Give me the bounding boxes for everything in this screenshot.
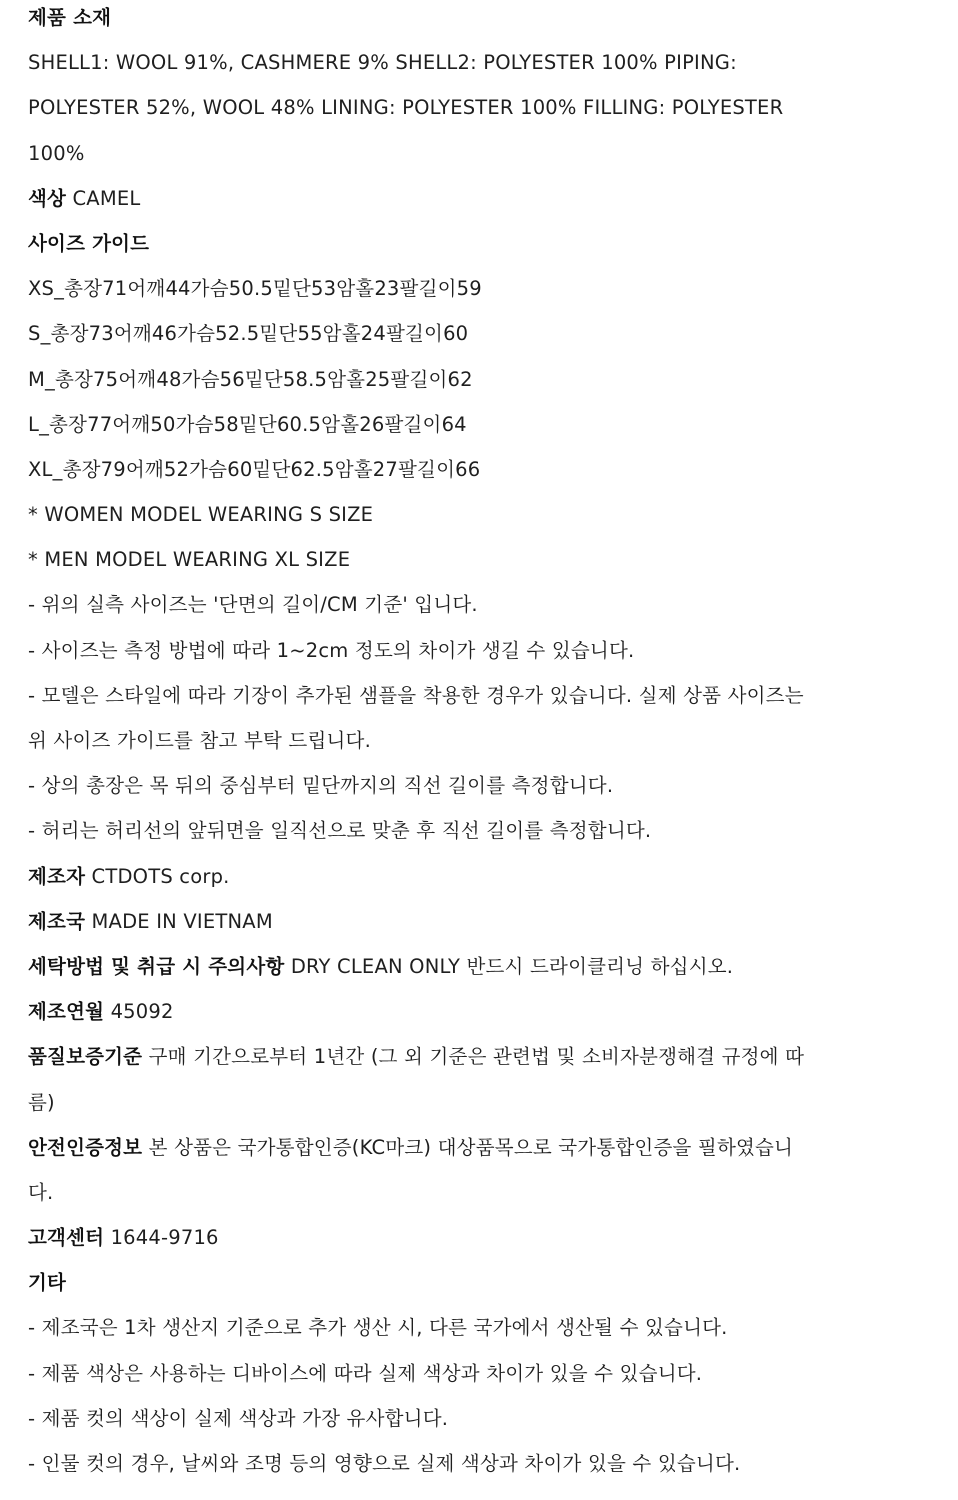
size-note: - 사이즈는 측정 방법에 따라 1~2cm 정도의 차이가 생길 수 있습니다. xyxy=(28,638,635,662)
customer-center-label: 고객센터 xyxy=(28,1226,105,1250)
manufacturer-value: CTDOTS corp. xyxy=(91,864,230,888)
size-note: * WOMEN MODEL WEARING S SIZE xyxy=(28,503,374,527)
material-heading: 제품 소재 xyxy=(28,6,112,29)
safety-cont: 다. xyxy=(28,1180,54,1204)
warranty-value: 구매 기간으로부터 1년간 (그 외 기준은 관련법 및 소비자분쟁해결 규정에 따 xyxy=(148,1045,805,1069)
etc-line: - 제품 컷의 색상이 실제 색상과 가장 유사합니다. xyxy=(28,1406,449,1430)
warranty-row xyxy=(28,1034,930,1079)
size-guide-heading: 사이즈 가이드 xyxy=(28,231,150,255)
material-line: 100% xyxy=(28,141,85,165)
size-note: * MEN MODEL WEARING XL SIZE xyxy=(28,548,351,572)
origin-label: 제조국 xyxy=(28,909,86,933)
care-value: DRY CLEAN ONLY 반드시 드라이클리닝 하십시오. xyxy=(290,954,734,978)
warranty-label: 품질보증기준 xyxy=(28,1045,143,1069)
size-note: - 상의 총장은 목 뒤의 중심부터 밑단까지의 직선 길이를 측정합니다. xyxy=(28,774,614,798)
manufacturer-label: 제조자 xyxy=(28,864,86,888)
manufacturer-row xyxy=(28,854,930,899)
manufacture-date-value: 45092 xyxy=(110,1000,174,1024)
material-line: SHELL1: WOOL 91%, CASHMERE 9% SHELL2: POLYESTER 100% PIPING: xyxy=(28,51,737,75)
etc-line: - 제품 색상은 사용하는 디바이스에 따라 실제 색상과 차이가 있을 수 있습니다. xyxy=(28,1361,703,1385)
color-label: 색상 xyxy=(28,186,67,210)
safety-value: 본 상품은 국가통합인증(KC마크) 대상품목으로 국가통합인증을 필하였습니 xyxy=(148,1135,794,1159)
size-row: M_총장75어깨48가슴56밑단58.5암홀25팔길이62 xyxy=(28,367,473,391)
origin-value: MADE IN VIETNAM xyxy=(91,909,273,933)
material-line: POLYESTER 52%, WOOL 48% LINING: POLYESTER 100% FILLING: POLYESTER xyxy=(28,96,784,120)
safety-label: 안전인증정보 xyxy=(28,1135,143,1159)
manufacture-date-label: 제조연월 xyxy=(28,1000,105,1024)
manufacture-date-row xyxy=(28,989,930,1034)
etc-line: - 제조국은 1차 생산지 기준으로 추가 생산 시, 다른 국가에서 생산될 수 있습니다. xyxy=(28,1316,728,1340)
customer-center-row xyxy=(28,1215,930,1260)
origin-row xyxy=(28,899,930,944)
etc-heading: 기타 xyxy=(28,1271,67,1295)
size-note: 위 사이즈 가이드를 참고 부탁 드립니다. xyxy=(28,729,371,752)
warranty-cont: 름) xyxy=(28,1090,55,1114)
size-row: S_총장73어깨46가슴52.5밑단55암홀24팔길이60 xyxy=(28,322,469,346)
etc-line: - 인물 컷의 경우, 날씨와 조명 등의 영향으로 실제 색상과 차이가 있을 수 있습니다. xyxy=(28,1452,741,1475)
size-row: XL_총장79어깨52가슴60밑단62.5암홀27팔길이66 xyxy=(28,457,481,481)
size-note: - 모델은 스타일에 따라 기장이 추가된 샘플을 착용한 경우가 있습니다. 실제 상품 사이즈는 xyxy=(28,683,804,707)
size-note: - 위의 실측 사이즈는 '단면의 길이/CM 기준' 입니다. xyxy=(28,593,478,617)
care-row xyxy=(28,944,930,989)
size-row: XS_총장71어깨44가슴50.5밑단53암홀23팔길이59 xyxy=(28,277,482,301)
size-row: L_총장77어깨50가슴58밑단60.5암홀26팔길이64 xyxy=(28,412,467,436)
size-note: - 허리는 허리선의 앞뒤면을 일직선으로 맞춘 후 직선 길이를 측정합니다. xyxy=(28,819,652,843)
customer-center-value: 1644-9716 xyxy=(110,1226,219,1250)
color-row xyxy=(28,176,930,221)
safety-row xyxy=(28,1125,930,1170)
care-label: 세탁방법 및 취급 시 주의사항 xyxy=(28,954,285,978)
color-value: CAMEL xyxy=(72,186,141,210)
